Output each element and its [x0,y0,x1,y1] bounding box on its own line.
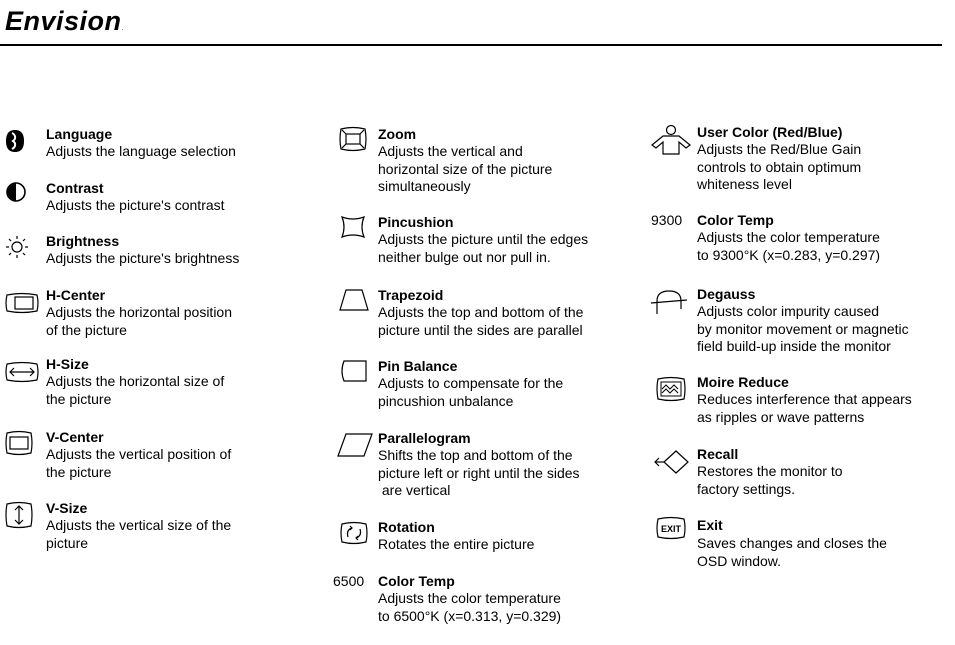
preset-number: 9300 [651,212,683,228]
item-title: Brightness [46,233,120,249]
item-description: Adjusts the color temperature to 6500°K (x=0.313, y=0.329) [378,590,562,624]
degauss-icon [651,289,687,315]
item-description: Adjusts the top and bottom of the picture until the sides are parallel [378,304,584,338]
item-description: Adjusts the color temperature to 9300°K (x=0.283, y=0.297) [697,229,881,263]
item-description: Adjusts to compensate for the pincushion unbalance [378,375,564,409]
item-title: Contrast [46,180,104,196]
item-title: H-Size [46,356,89,372]
moire-icon [656,377,686,401]
item-description: Adjusts the vertical size of the picture [46,517,232,551]
item-description: Adjusts the horizontal position of the picture [46,304,232,338]
item-description: Adjusts the vertical and horizontal size of the picture simultaneously [378,143,553,194]
item-description: Shifts the top and bottom of the picture left or right until the sides are vertical [378,447,580,498]
header-divider [0,44,942,46]
item-title: Zoom [378,126,417,142]
v-center-icon [5,431,33,455]
item-title: Exit [697,517,723,533]
item-title: V-Size [46,500,88,516]
item-description: Adjusts the picture's contrast [46,197,225,213]
item-title: Pincushion [378,214,454,230]
contrast-icon [6,182,26,202]
item-title: Color Temp [697,212,774,228]
item-title: Degauss [697,286,756,302]
parallelogram-icon [337,433,373,457]
item-title: Trapezoid [378,287,444,303]
pincushion-icon [341,216,365,238]
item-title: Language [46,126,113,142]
item-title: Pin Balance [378,358,458,374]
preset-number: 6500 [333,573,365,589]
item-description: Restores the monitor to factory settings. [697,463,843,497]
zoom-icon [339,127,367,151]
item-description: Rotates the entire picture [378,536,535,552]
brightness-icon [6,236,28,258]
item-title: H-Center [46,287,106,303]
item-description: Saves changes and closes the OSD window. [697,535,887,569]
item-title: Color Temp [378,573,455,589]
exit-icon [656,517,686,539]
trapezoid-icon [339,289,369,311]
item-description: Adjusts the picture until the edges neither bulge out nor pull in. [378,231,589,265]
rotation-icon [340,522,368,544]
item-description: Reduces interference that appears as ripples or wave patterns [697,391,912,425]
item-title: V-Center [46,429,104,445]
item-title: User Color (Red/Blue) [697,124,843,140]
item-description: Adjusts color impurity caused by monitor movement or magnetic field build-up inside the monitor [697,303,909,354]
h-center-icon [5,293,39,313]
pin-balance-icon [339,360,367,382]
language-icon [6,130,24,152]
brand-logo: Envision. [5,6,124,36]
item-title: Moire Reduce [697,374,789,390]
item-description: Adjusts the picture's brightness [46,250,240,266]
v-size-icon [5,502,33,528]
recall-icon [654,449,690,475]
item-title: Recall [697,446,739,462]
item-title: Parallelogram [378,430,471,446]
item-description: Adjusts the language selection [46,143,236,159]
item-title: Rotation [378,519,435,535]
item-description: Adjusts the Red/Blue Gain controls to obtain optimum whiteness level [697,141,862,192]
item-description: Adjusts the horizontal size of the picture [46,373,225,407]
user-color-icon [651,125,691,155]
h-size-icon [5,362,39,382]
item-description: Adjusts the vertical position of the picture [46,446,232,480]
svg-text:EXIT: EXIT [660,524,682,534]
